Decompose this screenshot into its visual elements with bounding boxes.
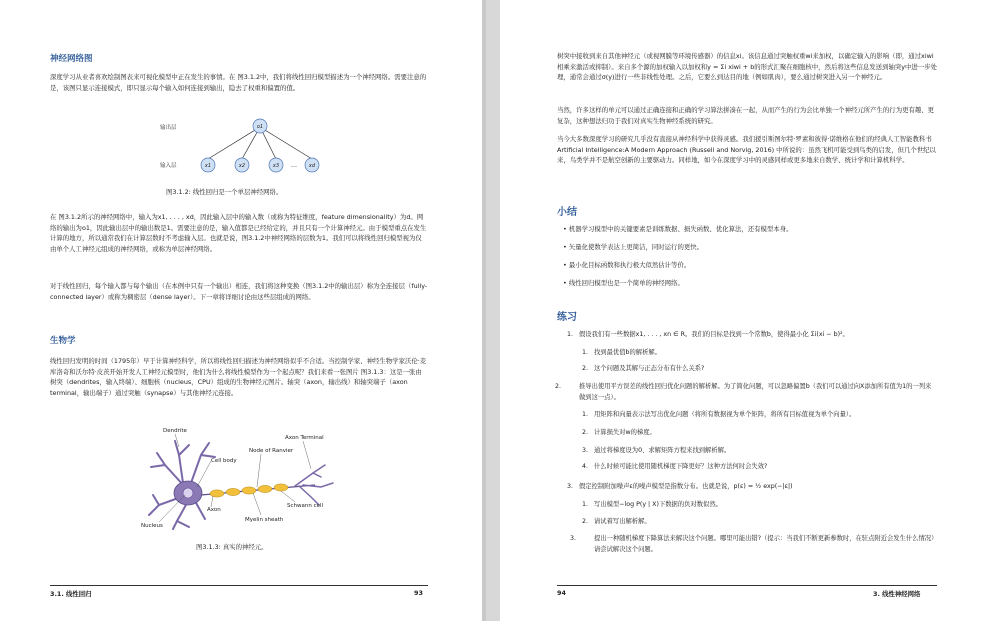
exercise-subitem: 2. 这个问题及其解与正态分布有什么关系? <box>582 365 705 372</box>
myelin-segment <box>210 490 224 497</box>
myelin-segment <box>258 485 272 492</box>
exercise-item: 3. 假定控制附加噪声ε的噪声模型是指数分布。也就是说，p(ε) = ½ exp(−|ε|) <box>567 483 793 490</box>
myelin-segment <box>226 488 240 495</box>
exercise-subitem: 2. 请试着写出解析解。 <box>582 518 651 525</box>
svg-text:Cell body: Cell body <box>211 458 237 464</box>
paragraph-units: 当然，许多这样的单元可以通过正确连接和正确的学习算法拼凑在一起，从而产生的行为会比单独一个神经元所产生的行为更有趣、更复杂，这种想法归功于我们对真实生物神经系统的研究。 <box>557 106 935 125</box>
output-layer-label: 输出层 <box>160 125 177 131</box>
svg-text:o1: o1 <box>256 124 264 130</box>
neuron-figure <box>135 425 345 533</box>
section-title-exercises: 练习 <box>557 312 577 323</box>
footer-rule <box>50 585 428 586</box>
summary-item: • 最小化目标函数和执行极大似然估计等价。 <box>563 261 691 269</box>
svg-text:x2: x2 <box>238 163 246 169</box>
svg-text:xd: xd <box>308 163 316 169</box>
left-page <box>0 0 482 621</box>
footer-section: 3. 线性神经网络 <box>873 590 921 598</box>
svg-text:Myelin sheath: Myelin sheath <box>245 517 284 523</box>
svg-text:x3: x3 <box>272 163 280 169</box>
svg-text:Dendrite: Dendrite <box>163 428 187 434</box>
footer-page-number: 93 <box>414 589 423 597</box>
exercise-subitem: 1. 写出模型−log P(y | X)下数据的负对数似然。 <box>582 501 722 508</box>
exercise-subitem: 3. 提出一种随机梯度下降算法来解决这个问题。哪里可能出错?（提示：当我们不断更新参数时，在驻点附近会发生什么情况）请尝试解决这个问题。 <box>570 535 935 553</box>
section-title-nn-diagram: 神经网络图 <box>50 54 93 64</box>
paragraph-dendrites: 树突中接收到来自其他神经元（或视网膜等环境传感器）的信息xi。该信息通过突触权重wi来加权，以确定输入的影响（即，通过xiwi相乘来激活或抑制）。来自多个源的加权输入以加权和y = Σi xiwi + b的形式汇聚在细胞核中，然后将这些信息发送到轴突y中进一步处理，通常会通过σ(y)进行一些非线性处理。之后，它要么到达目的地（例如肌肉），要么通过树突进入另一个神经元。 <box>557 52 937 81</box>
section-title-biology: 生物学 <box>50 336 76 346</box>
exercise-item: 2. 推导出使用平方误差的线性回归优化问题的解析解。为了简化问题，可以忽略偏置b（我们可以通过向X添加所有值为1的一列来做到这一点）。 <box>555 383 932 401</box>
paragraph-inspiration: 当今大多数深度学习的研究几乎没有直接从神经科学中获得灵感。我们援引斯图尔特·罗素和彼得·诺维格在他们的经典人工智能教科书 Artificial Intelligence:A Modern Approach (Russell and Norvig, 2016) 中所说的：虽然飞机可能受到鸟类的启发，但几个世纪以来，鸟类学并不是航空创新的主要驱动力。同样地，如今在深度学习中的灵感同样或更多地来自数学、统计学和计算机科学。 <box>557 135 936 164</box>
myelin-segment <box>274 484 288 491</box>
exercise-subitem: 4. 什么时候可能比使用随机梯度下降更好？这种方法何时会失效? <box>582 463 768 470</box>
nn-diagram-figure <box>150 113 350 179</box>
paragraph-biology: 线性回归发明的时间（1795年）早于计算神经科学，所以将线性回归描述为神经网络似乎不合适。当控制学家、神经生物学家沃伦·麦库洛奇和沃尔特·皮茨开始开发人工神经元模型时，他们为什么将线性模型作为一个起点呢？我们来看一张图片 图3.1.3：这是一张由树突（dendrites，输入终端）、细胞核（nucleus，CPU）组成的生物神经元图片。轴突（axon，输出线）和轴突端子（axon terminal，输出端子）通过突触（synapse）与其他神经元连接。 <box>50 357 427 397</box>
exercise-subitem: 3. 通过将梯度设为0、求解矩阵方程来找到解析解。 <box>582 447 731 454</box>
exercise-subitem: 1. 用矩阵和向量表示法写出优化问题（将所有数据视为单个矩阵，将所有目标值视为单个向量）。 <box>582 411 856 418</box>
nodes-ellipsis: … <box>291 162 297 169</box>
footer-page-number: 94 <box>557 589 566 597</box>
nucleus-shape <box>183 488 193 498</box>
svg-text:Axon Terminal: Axon Terminal <box>285 435 324 441</box>
summary-item: • 机器学习模型中的关键要素是训练数据、损失函数、优化算法，还有模型本身。 <box>563 225 793 233</box>
exercise-item: 1. 假设我们有一些数据x1, . . . , xn ∈ R。我们的目标是找到一个常数b，使得最小化 Σi(xi − b)²。 <box>567 331 849 338</box>
input-layer-label: 输入层 <box>160 163 177 169</box>
svg-text:Nucleus: Nucleus <box>141 523 163 529</box>
svg-text:Schwann cell: Schwann cell <box>287 503 324 509</box>
footer-section: 3.1. 线性回归 <box>50 590 92 598</box>
svg-text:Axon: Axon <box>207 507 221 513</box>
paragraph-fully-connected: 对于线性回归，每个输入都与每个输出（在本例中只有一个输出）相连，我们将这种变换（图3.1.2中的输出层）称为全连接层（fully-connected layer）或称为稠密层（dense layer）。下一章将详细讨论由这些层组成的网络。 <box>50 282 428 301</box>
exercise-subitem: 1. 找到最优值b的解析解。 <box>582 349 661 356</box>
right-page <box>500 0 985 621</box>
summary-item: • 矢量化使数学表达上更简洁，同时运行的更快。 <box>563 243 704 251</box>
summary-item: • 线性回归模型也是一个简单的神经网络。 <box>563 279 684 287</box>
exercise-subitem: 2. 计算损失对w的梯度。 <box>582 429 656 436</box>
svg-text:x1: x1 <box>204 163 212 169</box>
paragraph-nn-explain: 在 图3.1.2所示的神经网络中，输入为x1, . . . , xd，因此输入层中的输入数（或称为特征维度，feature dimensionality）为d。网络的输出为o1，因此输出层中的输出数是1。需要注意的是，输入值都是已经给定的，并且只有一个计算神经元。由于模型重点在发生计算的地方，所以通常我们在计算层数时不考虑输入层。也就是说，图3.1.2中神经网络的层数为1。我们可以将线性回归模型视为仅由单个人工神经元组成的神经网络，或称为单层神经网络。 <box>50 213 427 253</box>
figure-caption-3-1-3: 图3.1.3: 真实的神经元。 <box>196 543 268 551</box>
footer-rule <box>557 585 937 586</box>
paragraph-intro: 深度学习从业者喜欢绘制图表来可视化模型中正在发生的事情。在 图3.1.2中，我们将线性回归模型描述为一个神经网络。需要注意的是，该图只显示连接模式，即只显示每个输入如何连接到输出，隐去了权重和偏置的值。 <box>50 73 427 92</box>
scrollbar[interactable] <box>482 0 486 621</box>
figure-caption-3-1-2: 图3.1.2: 线性回归是一个单层神经网络。 <box>166 188 283 196</box>
svg-text:Node of Ranvier: Node of Ranvier <box>249 448 294 454</box>
section-title-summary: 小结 <box>557 207 577 218</box>
myelin-segment <box>242 487 256 494</box>
